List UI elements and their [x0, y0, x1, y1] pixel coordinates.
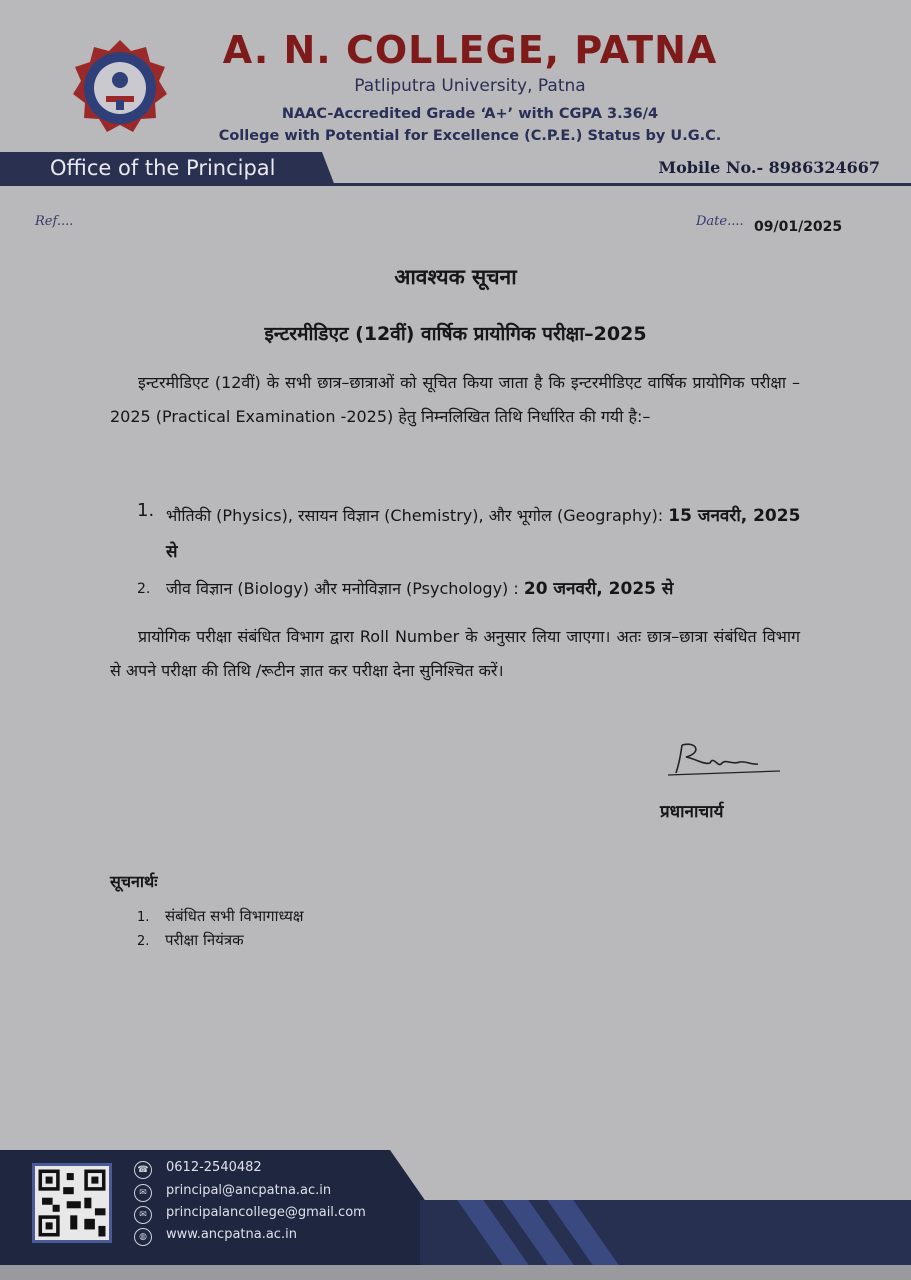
globe-icon: ◍	[134, 1228, 152, 1246]
info-item	[137, 906, 304, 926]
ref-label: Ref....	[35, 214, 74, 229]
schedule-item-2	[166, 574, 806, 604]
schedule-item-1	[166, 498, 806, 570]
footer-website: www.ancpatna.ac.in	[166, 1227, 297, 1242]
college-logo	[70, 38, 170, 138]
email-icon: ✉	[134, 1206, 152, 1224]
phone-icon: ☎	[134, 1161, 152, 1179]
footer-phone: 0612-2540482	[166, 1160, 262, 1175]
info-number: 1.	[137, 910, 150, 925]
item-number: 2.	[137, 581, 151, 597]
principal-signature	[662, 735, 782, 785]
mobile-number: Mobile No.- 8986324667	[658, 158, 880, 177]
qr-code-icon	[32, 1163, 112, 1243]
university-name: Patliputra University, Patna	[354, 76, 586, 96]
information-heading: सूचनार्थः	[110, 872, 158, 891]
date-value: 09/01/2025	[754, 219, 843, 235]
email-icon: ✉	[134, 1184, 152, 1202]
info-item	[137, 930, 244, 950]
item-subjects: भौतिकी (Physics), रसायन विज्ञान (Chemistry), और भूगोल (Geography):	[166, 506, 664, 525]
footer-email-gmail: principalancollege@gmail.com	[166, 1205, 366, 1220]
info-number: 2.	[137, 934, 150, 949]
info-text: संबंधित सभी विभागाध्यक्ष	[165, 907, 304, 925]
office-title: Office of the Principal	[50, 156, 276, 180]
naac-accreditation: NAAC-Accredited Grade ‘A+’ with CGPA 3.36/4	[281, 106, 659, 122]
date-label: Date....	[696, 214, 744, 229]
item-subjects: जीव विज्ञान (Biology) और मनोविज्ञान (Psychology) :	[166, 579, 519, 598]
exam-heading: इन्टरमीडिएट (12वीं) वार्षिक प्रायोगिक परीक्षा–2025	[264, 323, 647, 345]
footer-email-principal: principal@ancpatna.ac.in	[166, 1183, 332, 1198]
item-number: 1.	[137, 500, 155, 521]
info-text: परीक्षा नियंत्रक	[165, 931, 244, 949]
instruction-paragraph: प्रायोगिक परीक्षा संबंधित विभाग द्वारा Roll Number के अनुसार लिया जाएगा। अतः छात्र–छात्रा संबंधित विभाग से अपने परीक्षा की तिथि /रूटीन ज्ञात कर परीक्षा देना सुनिश्चित करें।	[110, 627, 800, 680]
cpe-status: College with Potential for Excellence (C.P.E.) Status by U.G.C.	[218, 128, 722, 144]
principal-title: प्रधानाचार्य	[660, 802, 724, 822]
notice-heading: आवश्यक सूचना	[394, 265, 517, 289]
item-date: 15 जनवरी, 2025 से	[166, 506, 801, 562]
college-name: A. N. COLLEGE, PATNA	[222, 28, 718, 72]
header-rule	[320, 183, 911, 186]
bottom-strip	[0, 1265, 911, 1280]
item-date: 20 जनवरी, 2025 से	[523, 579, 674, 599]
intro-paragraph: इन्टरमीडिएट (12वीं) के सभी छात्र–छात्राओं को सूचित किया जाता है कि इन्टरमीडिएट वार्षिक प्रायोगिक परीक्षा –2025 (Practical Examination -2025) हेतु निम्नलिखित तिथि निर्धारित की गयी है:–	[110, 373, 800, 426]
